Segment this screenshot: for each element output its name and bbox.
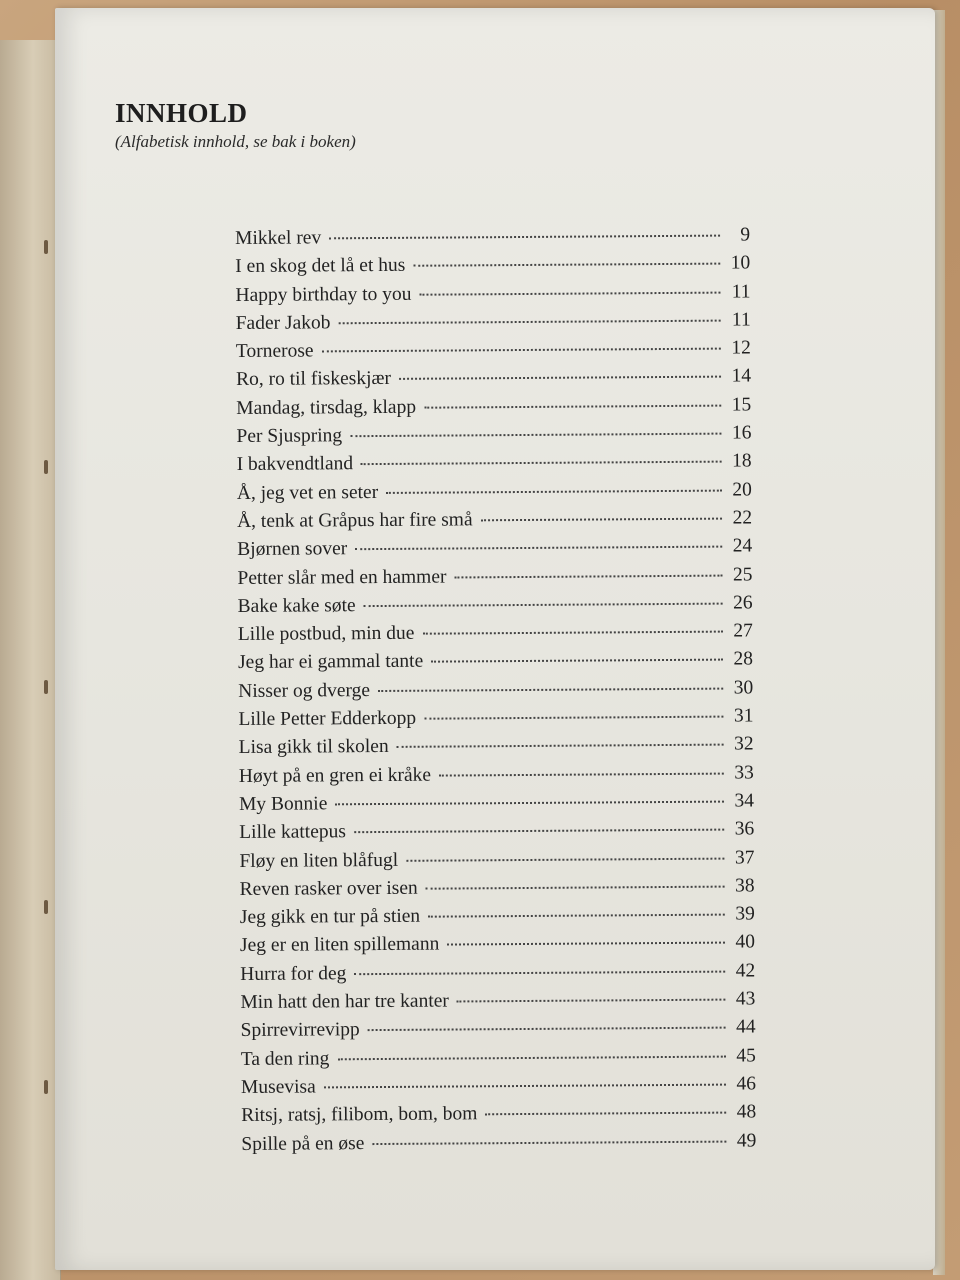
toc-dot-leader — [355, 546, 722, 551]
toc-entry-page-number: 49 — [736, 1129, 757, 1152]
toc-entry — [236, 422, 751, 454]
toc-entry — [240, 932, 755, 964]
toc-entry-title: Fløy en liten blåfugl — [239, 849, 399, 872]
toc-entry-title: Spille på en øse — [241, 1132, 365, 1155]
toc-dot-leader — [413, 263, 720, 267]
toc-dot-leader — [322, 348, 721, 353]
toc-entry-page-number: 42 — [735, 960, 756, 982]
toc-dot-leader — [439, 772, 724, 776]
toc-entry-page-number: 26 — [733, 592, 753, 614]
toc-entry-page-number: 30 — [733, 677, 754, 699]
toc-entry — [241, 1130, 756, 1162]
toc-entry-title: Tornerose — [235, 340, 314, 363]
toc-dot-leader — [424, 404, 721, 408]
toc-dot-leader — [386, 489, 722, 493]
toc-entry — [238, 649, 753, 681]
toc-entry-page-number: 40 — [735, 931, 756, 953]
toc-entry — [240, 904, 755, 936]
toc-dot-leader — [364, 602, 723, 607]
toc-dot-leader — [368, 1027, 726, 1031]
toc-entry-page-number: 28 — [733, 648, 754, 670]
binding-stitch — [44, 460, 48, 474]
toc-entry-title: Happy birthday to you — [235, 283, 412, 306]
toc-dot-leader — [428, 914, 725, 918]
toc-entry-page-number: 18 — [732, 450, 752, 472]
toc-dot-leader — [361, 461, 722, 466]
binding-stitch — [44, 1080, 48, 1094]
toc-entry-page-number: 20 — [732, 479, 752, 501]
toc-entry — [238, 677, 753, 709]
toc-entry-title: My Bonnie — [238, 793, 328, 815]
toc-dot-leader — [447, 942, 725, 946]
toc-entry-page-number: 16 — [731, 422, 752, 444]
toc-entry — [237, 507, 752, 539]
toc-dot-leader — [335, 801, 724, 806]
toc-entry-title: Bjørnen sover — [237, 538, 348, 561]
toc-entry-title: Ta den ring — [240, 1047, 330, 1070]
toc-entry — [237, 479, 752, 511]
toc-dot-leader — [485, 1112, 726, 1116]
book-spine — [0, 40, 61, 1280]
toc-entry-page-number: 36 — [734, 818, 755, 840]
toc-dot-leader — [457, 999, 726, 1003]
toc-entry-title: Ro, ro til fiskeskjær — [235, 368, 392, 391]
toc-entry — [241, 1017, 756, 1049]
toc-entry-title: Lille kattepus — [239, 821, 346, 844]
toc-dot-leader — [424, 716, 723, 720]
toc-entry-title: Hurra for deg — [240, 962, 347, 985]
toc-entry-page-number: 32 — [734, 733, 754, 755]
toc-entry-title: Reven rasker over isen — [239, 877, 418, 900]
toc-entry-title: Per Sjuspring — [236, 425, 343, 448]
toc-entry — [240, 960, 755, 992]
toc-entry — [239, 819, 754, 851]
toc-entry-title: Spirrevirrevipp — [240, 1019, 360, 1042]
toc-entry-title: Musevisa — [240, 1076, 316, 1098]
toc-entry-title: Lille postbud, min due — [237, 622, 415, 646]
toc-entry-page-number: 43 — [735, 988, 756, 1010]
toc-entry — [238, 621, 753, 653]
toc-dot-leader — [422, 631, 722, 635]
toc-entry-page-number: 10 — [730, 252, 751, 274]
toc-entry — [238, 705, 753, 737]
toc-entry-title: Å, jeg vet en seter — [236, 481, 379, 504]
toc-entry — [241, 1073, 756, 1105]
toc-entry — [237, 451, 752, 483]
toc-entry-title: I bakvendtland — [236, 453, 354, 476]
toc-entry-page-number: 45 — [736, 1044, 756, 1067]
toc-entry — [241, 1102, 756, 1134]
toc-entry-page-number: 11 — [731, 280, 751, 303]
toc-dot-leader — [354, 970, 725, 975]
toc-dot-leader — [324, 1083, 726, 1088]
toc-entry-title: Lille Petter Edderkopp — [238, 707, 417, 731]
toc-entry — [240, 988, 755, 1020]
toc-entry-page-number: 48 — [736, 1101, 757, 1123]
toc-dot-leader — [329, 235, 720, 240]
toc-entry-page-number: 15 — [731, 394, 752, 416]
toc-dot-leader — [338, 320, 720, 325]
toc-entry-title: Bake kake søte — [237, 595, 356, 617]
toc-dot-leader — [354, 829, 724, 834]
toc-dot-leader — [431, 659, 723, 663]
toc-entry-title: Jeg er en liten spillemann — [239, 934, 440, 957]
toc-entry-page-number: 25 — [732, 563, 753, 586]
toc-entry — [236, 309, 751, 341]
toc-entry-page-number: 46 — [736, 1073, 757, 1095]
page-subtitle: (Alfabetisk innhold, se bak i boken) — [115, 132, 356, 151]
toc-entry-title: Nisser og dverge — [238, 679, 371, 702]
toc-entry-page-number: 12 — [731, 337, 751, 359]
toc-entry — [236, 394, 751, 426]
binding-stitch — [44, 680, 48, 694]
toc-entry-title: Jeg gikk en tur på stien — [239, 905, 421, 929]
toc-entry — [235, 224, 750, 256]
toc-entry-title: Jeg har ei gammal tante — [237, 651, 424, 674]
toc-entry-page-number: 37 — [734, 846, 755, 869]
toc-entry — [239, 762, 754, 794]
toc-entry-page-number: 39 — [735, 903, 755, 925]
toc-dot-leader — [337, 1055, 725, 1060]
toc-entry-page-number: 33 — [734, 762, 754, 784]
toc-entry-title: Lisa gikk til skolen — [238, 736, 389, 759]
toc-dot-leader — [481, 518, 722, 522]
toc-entry-page-number: 22 — [732, 507, 753, 529]
toc-entry — [239, 847, 754, 879]
toc-entry-title: Høyt på en gren ei kråke — [238, 764, 432, 787]
toc-entry-page-number: 27 — [733, 620, 753, 642]
toc-entry — [237, 564, 752, 596]
toc-entry-page-number: 24 — [732, 535, 753, 557]
toc-entry-title: Min hatt den har tre kanter — [240, 990, 449, 1013]
toc-dot-leader — [406, 857, 724, 861]
toc-entry-title: Å, tenk at Gråpus har fire små — [236, 509, 473, 532]
toc-entry-page-number: 14 — [731, 365, 752, 388]
toc-dot-leader — [426, 885, 725, 889]
binding-stitch — [44, 900, 48, 914]
binding-stitch — [44, 240, 48, 254]
toc-entry — [235, 253, 750, 285]
toc-entry — [237, 536, 752, 568]
toc-entry — [239, 790, 754, 822]
toc-entry-title: Petter slår med en hammer — [237, 566, 447, 589]
toc-entry-title: Mandag, tirsdag, klapp — [236, 396, 417, 419]
toc-entry-page-number: 9 — [740, 224, 751, 246]
toc-dot-leader — [378, 687, 723, 691]
toc-entry — [241, 1045, 756, 1077]
toc-entry — [238, 592, 753, 624]
table-of-contents — [235, 224, 757, 1161]
toc-dot-leader — [397, 744, 724, 748]
toc-entry-page-number: 31 — [733, 705, 754, 727]
toc-entry-page-number: 34 — [734, 790, 755, 812]
toc-entry — [239, 734, 754, 766]
toc-entry — [236, 366, 751, 398]
toc-dot-leader — [399, 376, 721, 380]
toc-dot-leader — [419, 291, 720, 295]
toc-entry-page-number: 11 — [731, 309, 751, 331]
toc-entry-page-number: 38 — [735, 875, 755, 897]
toc-entry-page-number: 44 — [736, 1016, 756, 1038]
toc-entry-title: Ritsj, ratsj, filibom, bom, bom — [241, 1103, 478, 1127]
toc-entry — [236, 338, 751, 370]
toc-entry — [240, 875, 755, 907]
page-title: INNHOLD — [115, 98, 248, 128]
toc-dot-leader — [350, 433, 721, 438]
toc-dot-leader — [372, 1140, 726, 1144]
toc-entry-title: Mikkel rev — [235, 227, 322, 249]
toc-dot-leader — [454, 574, 722, 578]
toc-entry-title: I en skog det lå et hus — [235, 255, 406, 278]
toc-entry — [235, 281, 750, 313]
toc-entry-title: Fader Jakob — [235, 312, 331, 334]
book-page — [55, 8, 935, 1270]
